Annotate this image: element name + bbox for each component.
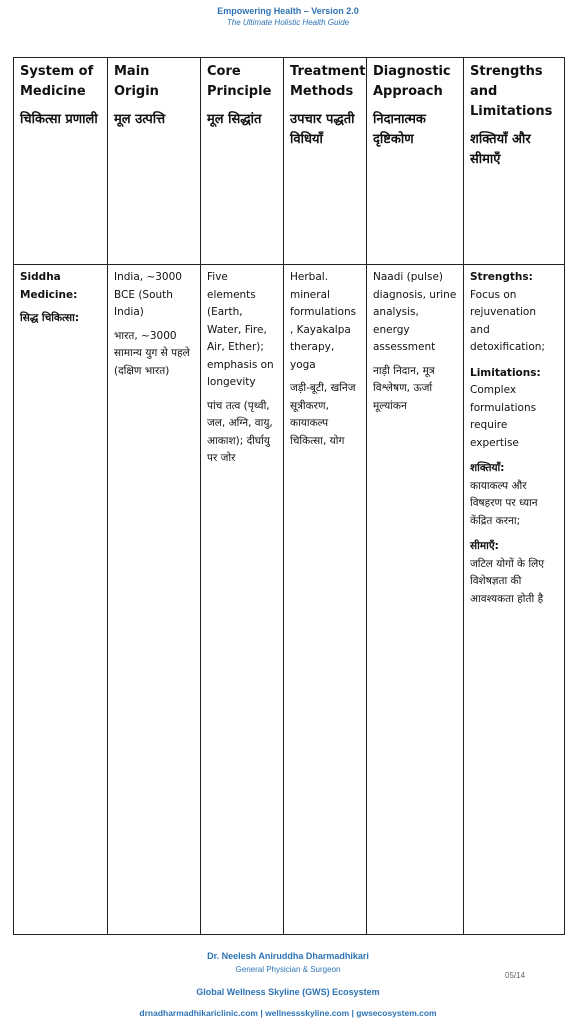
limitations-block	[470, 365, 559, 453]
header-origin-hi: मूल उत्पत्ति	[114, 112, 166, 127]
footer-ecosystem: Global Wellness Skyline (GWS) Ecosystem	[196, 987, 380, 997]
strengths-hi-text: कायाकल्प और विषहरण पर ध्यान केंद्रित करना;	[470, 479, 538, 527]
limitations-label: Limitations:	[470, 366, 541, 379]
principle-en: Five elements (Earth, Water, Fire, Air, Ether); emphasis on longevity	[207, 271, 274, 388]
document-subtitle: The Ultimate Holistic Health Guide	[226, 18, 350, 27]
treatment-en: Herbal. mineral formulations , Kayakalpa therapy, yoga	[290, 271, 357, 371]
limitations-hi-label: सीमाएँ:	[470, 540, 499, 552]
header-principle	[201, 58, 284, 265]
cell-principle	[201, 265, 284, 935]
table-header-row	[14, 58, 565, 265]
strengths-label: Strengths:	[470, 271, 533, 283]
diagnostic-hi: नाड़ी निदान, मूत्र विश्लेषण, ऊर्जा मूल्यांकन	[373, 364, 435, 412]
header-diagnostic	[367, 58, 464, 265]
origin-en: India, ~3000 BCE (South India)	[114, 271, 182, 318]
header-treatment-hi: उपचार पद्धती विधियाँ	[290, 112, 355, 147]
system-name-hi: सिद्ध चिकित्सा:	[20, 312, 80, 324]
header-treatment	[284, 58, 367, 265]
footer-author: Dr. Neelesh Aniruddha Dharmadhikari	[207, 951, 369, 961]
diagnostic-en: Naadi (pulse) diagnosis, urine analysis, energy assessment	[373, 271, 457, 353]
cell-diagnostic	[367, 265, 464, 935]
cell-strengths	[464, 265, 565, 935]
strengths-text: Focus on rejuvenation and detoxification;	[470, 288, 545, 353]
comparison-table	[13, 57, 565, 935]
footer-links[interactable]: drnadharmadhikariclinic.com | wellnessskyline.com | gwsecosystem.com	[139, 1008, 437, 1018]
header-strengths-hi: शक्तियाँ और सीमाएँ	[470, 132, 531, 167]
header-diagnostic-hi: निदानात्मक दृष्टिकोण	[373, 112, 426, 147]
system-name-en: Siddha Medicine:	[20, 271, 78, 301]
header-system-hi: चिकित्सा प्रणाली	[20, 112, 98, 127]
header-system-en: System of Medicine	[20, 64, 94, 99]
header-origin	[108, 58, 201, 265]
header-principle-en: Core Principle	[207, 64, 272, 99]
origin-hi: भारत, ~3000 सामान्य युग से पहले (दक्षिण भारत)	[114, 329, 190, 377]
cell-origin	[108, 265, 201, 935]
strengths-block	[470, 269, 559, 357]
document-title: Empowering Health – Version 2.0	[217, 6, 359, 16]
cell-system	[14, 265, 108, 935]
strengths-hi-block	[470, 460, 559, 530]
header-strengths	[464, 58, 565, 265]
footer-role: General Physician & Surgeon	[235, 965, 341, 974]
header-origin-en: Main Origin	[114, 64, 159, 99]
limitations-hi-text: जटिल योगों के लिए विशेषज्ञता की आवश्यकता होती है	[470, 557, 545, 605]
cell-treatment	[284, 265, 367, 935]
limitations-hi-block	[470, 538, 559, 608]
treatment-hi: जड़ी-बूटी, खनिज सूत्रीकरण, कायाकल्प चिकित्सा, योग	[290, 382, 356, 447]
principle-hi: पांच तत्व (पृथ्वी, जल, अग्नि, वायु, आकाश); दीर्घायु पर जोर	[207, 399, 273, 464]
page-number: 05/14	[505, 971, 526, 980]
strengths-hi-label: शक्तियाँ:	[470, 462, 505, 474]
table-row	[14, 265, 565, 935]
page-header	[0, 6, 576, 28]
header-strengths-en: Strengths and Limitations	[470, 64, 553, 119]
header-principle-hi: मूल सिद्धांत	[207, 112, 262, 127]
limitations-text: Complex formulations require expertise	[470, 384, 537, 449]
header-diagnostic-en: Diagnostic Approach	[373, 64, 451, 99]
header-system	[14, 58, 108, 265]
header-treatment-en: Treatment Methods	[290, 64, 366, 99]
